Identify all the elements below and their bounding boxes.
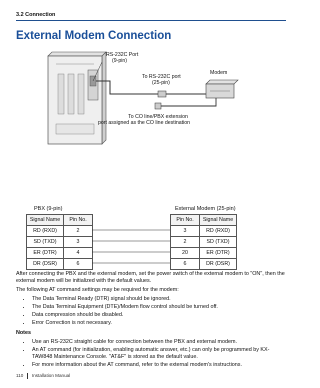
table-row xyxy=(171,248,237,259)
column-header: Pin No. xyxy=(64,215,93,226)
rs232c-port-label-2: (9-pin) xyxy=(112,58,127,64)
settings-lead: The following AT command settings may be required for the modem: xyxy=(16,287,179,293)
modem-label: Modem xyxy=(210,70,228,76)
signal-name-cell: ER (DTR) xyxy=(27,248,64,259)
footer-separator xyxy=(27,373,28,379)
list-item: • Data compression should be disabled. xyxy=(32,312,286,319)
pin-cell: 3 xyxy=(64,237,93,248)
table-row xyxy=(27,237,93,248)
table-row xyxy=(27,248,93,259)
table-header-row xyxy=(171,215,237,226)
column-header: Signal Name xyxy=(200,215,237,226)
modem-table-caption: External Modem (25-pin) xyxy=(175,206,236,212)
signal-name-cell: DR (DSR) xyxy=(200,259,237,270)
to-rs232c-label-1: To RS-232C port xyxy=(142,74,181,80)
pin-cell: 2 xyxy=(64,226,93,237)
to-rs232c-label-2: (25-pin) xyxy=(152,80,170,86)
column-header: Signal Name xyxy=(27,215,64,226)
section-label: 3.2 Connection xyxy=(16,12,56,18)
signal-name-cell: SD (TXD) xyxy=(27,237,64,248)
page-title: External Modem Connection xyxy=(16,30,172,42)
co-line-label-2: port assigned as the CO line destination xyxy=(98,120,190,126)
pin-cell: 2 xyxy=(171,237,200,248)
cable-connector xyxy=(158,91,166,97)
intro-paragraph: After connecting the PBX and the external modem, set the power switch of the external modem to "ON", then the external modem will be initialized with the default values. xyxy=(16,271,285,284)
signal-name-cell: SD (TXD) xyxy=(200,237,237,248)
pin-cell: 4 xyxy=(64,248,93,259)
table-row xyxy=(171,226,237,237)
pin-cell: 6 xyxy=(171,259,200,270)
pbx-unit-illustration xyxy=(48,52,106,144)
modem-pin-table xyxy=(170,214,237,270)
table-row xyxy=(171,259,237,270)
settings-list xyxy=(16,296,286,327)
table-row xyxy=(171,237,237,248)
page-footer xyxy=(16,373,70,379)
modem-illustration xyxy=(206,80,238,98)
list-item: • An AT command (for initialization, enabling automatic answer, etc.) can only be programmed by KX-TAW848 Maintenance Console. "AT&F" is stored as the default value. xyxy=(32,347,286,361)
list-item: • The Data Terminal Equipment (DTE)/Modem flow control should be turned off. xyxy=(32,304,286,311)
list-item: • Error Correction is not necessary. xyxy=(32,320,286,327)
co-line-label-1: To CO line/PBX extension xyxy=(128,114,188,120)
list-item: • The Data Terminal Ready (DTR) signal should be ignored. xyxy=(32,296,286,303)
notes-heading: Notes xyxy=(16,330,31,336)
signal-name-cell: RD (RXD) xyxy=(200,226,237,237)
rs232c-port-label-1: RS-232C Port xyxy=(106,52,139,58)
signal-name-cell: RD (RXD) xyxy=(27,226,64,237)
page-number: 110 xyxy=(16,373,24,379)
body-text xyxy=(16,271,286,372)
notes-list xyxy=(16,339,286,369)
column-header: Pin No. xyxy=(171,215,200,226)
table-header-row xyxy=(27,215,93,226)
co-line-plug xyxy=(155,103,161,109)
pbx-pin-table xyxy=(26,214,93,270)
connection-diagram xyxy=(40,48,260,148)
pin-cell: 20 xyxy=(171,248,200,259)
table-row xyxy=(27,259,93,270)
manual-name: Installation Manual xyxy=(31,373,71,379)
table-row xyxy=(27,226,93,237)
co-line-cable xyxy=(160,98,216,106)
list-item: • For more information about the AT command, refer to the external modem's instructions. xyxy=(32,362,286,369)
pin-cell: 3 xyxy=(171,226,200,237)
signal-name-cell: DR (DSR) xyxy=(27,259,64,270)
list-item: • Use an RS-232C straight cable for connection between the PBX and external modem. xyxy=(32,339,286,346)
header-rule xyxy=(16,20,286,21)
pin-cell: 6 xyxy=(64,259,93,270)
signal-name-cell: ER (DTR) xyxy=(200,248,237,259)
pbx-table-caption: PBX (9-pin) xyxy=(34,206,63,212)
page-header xyxy=(16,12,286,21)
